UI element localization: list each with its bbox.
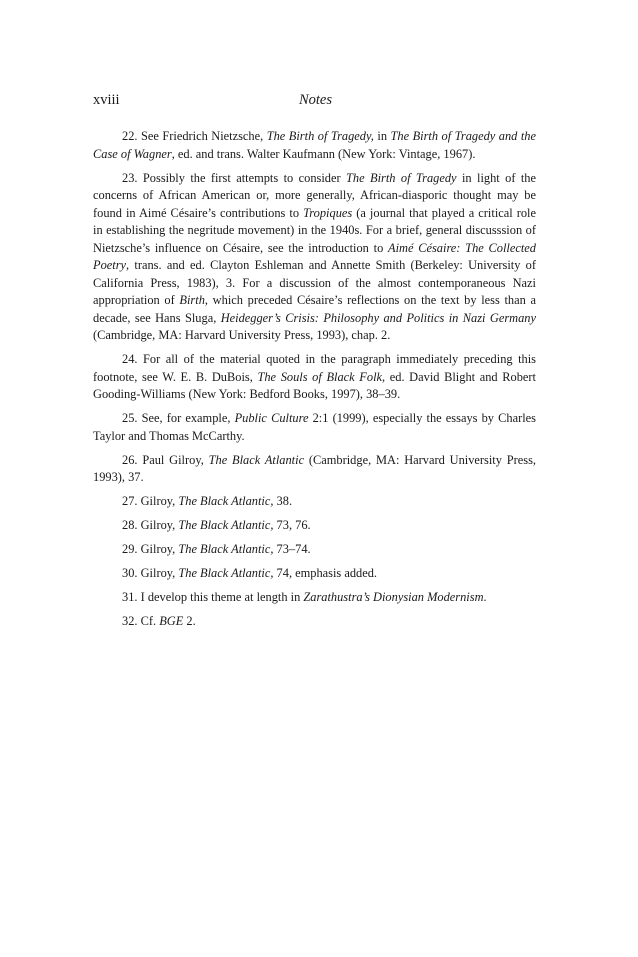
footnote-number: 23. [122, 170, 138, 185]
footnote-number: 25. [122, 411, 138, 425]
footnote-italic-title: The Black Atlantic [178, 494, 271, 508]
footnote [93, 613, 536, 631]
footnote [93, 589, 536, 607]
footnote-text: Gilroy, [140, 494, 179, 508]
footnote-number: 29. [122, 542, 138, 556]
running-title: Notes [298, 92, 333, 108]
footnote-italic-title: The Birth of Tragedy [346, 170, 457, 185]
footnote-text: Gilroy, [140, 518, 179, 532]
footnote-italic-title: The Black Atlantic [178, 518, 271, 532]
footnote-text: , trans. and ed. Clayton Eshleman and Annette Smith (Berkeley: University of California Press, 1983), 3. For a discussion of the almost contemporaneous Nazi appropriation of [93, 258, 536, 307]
notes-list [93, 128, 536, 637]
footnote-text: in [373, 129, 391, 143]
footnote-number: 30. [122, 566, 138, 580]
footnote-italic-title: The Birth of Tragedy, [266, 129, 374, 143]
footnote [93, 493, 536, 511]
footnote-number: 24. [122, 352, 138, 366]
footnote-text: (Cambridge, MA: Harvard University Press, 1993), 37. [93, 452, 536, 484]
footnote [93, 452, 536, 487]
footnote-text: (a journal that played a critical role in establishing the negritude movement) in the 1940s. For a brief, general discusssion of Nietzsche’s influence on Césaire, see the introduction to [93, 205, 537, 255]
footnote [93, 351, 536, 404]
footnote-italic-title: The Black Atlantic [178, 566, 271, 580]
footnote-italic-title: BGE [159, 614, 184, 628]
footnote-italic-title: The Black Atlantic [208, 452, 305, 467]
footnote [93, 128, 536, 163]
footnote-italic-title: Zarathustra’s Dionysian Modernism [303, 590, 484, 604]
footnote-text: 2:1 (1999), especially the essays by Charles Taylor and Thomas McCarthy. [93, 411, 536, 443]
footnote-text: , which preceded Césaire’s reflections on the text by less than a decade, see Hans Sluga, [93, 293, 536, 325]
footnote-italic-title: The Birth of Tragedy and the Case of Wagner [93, 129, 536, 161]
footnote-text: , 38. [270, 494, 293, 508]
footnote-text: , ed. David Blight and Robert Gooding-Williams (New York: Bedford Books, 1997), 38–39. [93, 369, 536, 401]
footnote [93, 517, 536, 535]
footnote [93, 565, 536, 583]
footnote-italic-title: The Black Atlantic [178, 542, 271, 556]
footnote-text: See, for example, [141, 411, 235, 425]
footnote [93, 410, 536, 445]
footnote-italic-title: Public Culture [234, 411, 309, 425]
footnote-italic-title: Birth [179, 293, 205, 307]
footnote-text: For all of the material quoted in the paragraph immediately preceding this footnote, see W. E. B. DuBois, [93, 352, 536, 384]
footnote-number: 26. [122, 452, 138, 467]
footnote-number: 31. [122, 590, 138, 604]
footnote-text: Cf. [140, 614, 160, 628]
footnote-italic-title: Tropiques [303, 205, 353, 220]
footnote-text: . [483, 590, 487, 604]
footnote-text: in light of the concerns of African American or, more generally, African-diasporic thought may be found in Aimé Césaire’s contributions to [93, 170, 536, 220]
footnote-text: , 73, 76. [270, 518, 311, 532]
footnote-text: , 74, emphasis added. [270, 566, 378, 580]
footnote-text: I develop this theme at length in [140, 590, 304, 604]
footnote-number: 27. [122, 494, 138, 508]
footnote-text: (Cambridge, MA: Harvard University Press, 1993), chap. 2. [93, 328, 391, 342]
footnote-text: Gilroy, [140, 566, 179, 580]
running-header [93, 92, 538, 110]
footnote-number: 32. [122, 614, 138, 628]
footnote-text: 2. [183, 614, 196, 628]
footnote-text: Paul Gilroy, [142, 452, 209, 467]
footnote-text: , 73–74. [270, 542, 311, 556]
footnote [93, 541, 536, 559]
footnote-text: See Friedrich Nietzsche, [141, 129, 267, 143]
footnote-number: 28. [122, 518, 138, 532]
footnote-italic-title: Aimé Césaire: The Collected Poetry [93, 240, 537, 272]
footnote-text: Possibly the first attempts to consider [142, 170, 347, 185]
footnote [93, 170, 536, 345]
footnote-text: Gilroy, [140, 542, 179, 556]
footnote-number: 22. [122, 129, 138, 143]
page-number: xviii [93, 92, 120, 108]
footnote-text: , ed. and trans. Walter Kaufmann (New York: Vintage, 1967). [171, 146, 476, 161]
footnote-italic-title: The Souls of Black Folk [257, 369, 383, 384]
footnote-italic-title: Heidegger’s Crisis: Philosophy and Politics in Nazi Germany [220, 310, 536, 325]
